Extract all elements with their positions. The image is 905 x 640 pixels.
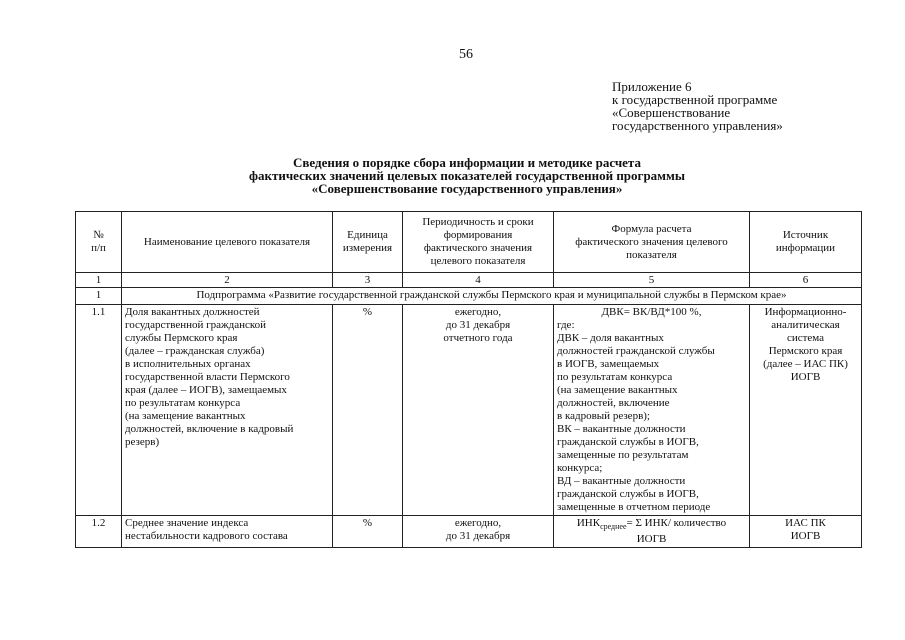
column-number: 6: [750, 273, 862, 288]
column-numbers-row: [76, 273, 862, 288]
row-num: 1.1: [76, 305, 122, 516]
column-number: 5: [554, 273, 750, 288]
subprogram-num: 1: [76, 288, 122, 305]
row-indicator-name: Среднее значение индекса нестабильности кадрового состава: [122, 516, 333, 548]
row-period: ежегодно, до 31 декабря отчетного года: [403, 305, 554, 516]
row-formula: ДВК= ВК/ВД*100 %, где: ДВК – доля вакантных должностей гражданской службы в ИОГВ, замещаемых по результатам конкурса (на замещение вакантных должностей, включение в кадровый резерв); ВК – вакантные должности гражданской службы в ИОГВ, замещенные по результатам конкурса; ВД – вакантные должности гражданской службы в ИОГВ, замещенные в отчетном периоде: [554, 305, 750, 516]
header-source: Источник информации: [750, 212, 862, 273]
column-number: 4: [403, 273, 554, 288]
appendix-line: «Совершенствование: [612, 105, 731, 120]
header-formula: Формула расчета фактического значения целевого показателя: [554, 212, 750, 273]
title-line: фактических значений целевых показателей государственной программы: [248, 168, 686, 183]
document-title: [130, 156, 804, 195]
row-indicator-name: Доля вакантных должностей государственной гражданской службы Пермского края (далее – гражданская служба) в исполнительных органах государственной власти Пермского края (далее – ИОГВ), замещаемых по результатам конкурса (на замещение вакантных должностей, включение в кадровый резерв): [122, 305, 333, 516]
table-row: [76, 516, 862, 548]
header-period: Периодичность и сроки формирования фактического значения целевого показателя: [403, 212, 554, 273]
appendix-note: [612, 80, 783, 132]
header-num: № п/п: [76, 212, 122, 273]
row-source: ИАС ПК ИОГВ: [750, 516, 862, 548]
appendix-line: Приложение 6: [612, 79, 692, 94]
row-formula: $ИНК_{среднее}= \Sigma$ ИНК/ количество ИОГВ: [554, 516, 750, 548]
row-period: ежегодно, до 31 декабря: [403, 516, 554, 548]
header-indicator-name: Наименование целевого показателя: [122, 212, 333, 273]
column-number: 2: [122, 273, 333, 288]
subprogram-row: [76, 288, 862, 305]
header-unit: Единица измерения: [333, 212, 403, 273]
header-row: [76, 212, 862, 273]
appendix-line: к государственной программе: [612, 92, 778, 107]
appendix-line: государственного управления»: [612, 118, 783, 133]
row-num: 1.2: [76, 516, 122, 548]
row-unit: %: [333, 516, 403, 548]
subprogram-title: Подпрограмма «Развитие государственной гражданской службы Пермского края и муниципальной службы в Пермском крае»: [122, 288, 862, 305]
table-row: [76, 305, 862, 516]
row-source: Информационно- аналитическая система Пермского края (далее – ИАС ПК) ИОГВ: [750, 305, 862, 516]
title-line: «Совершенствование государственного управления»: [311, 181, 623, 196]
title-line: Сведения о порядке сбора информации и методике расчета: [293, 155, 641, 170]
column-number: 3: [333, 273, 403, 288]
row-unit: %: [333, 305, 403, 516]
column-number: 1: [76, 273, 122, 288]
indicators-table: [75, 211, 862, 548]
page-number: 56: [459, 47, 473, 62]
